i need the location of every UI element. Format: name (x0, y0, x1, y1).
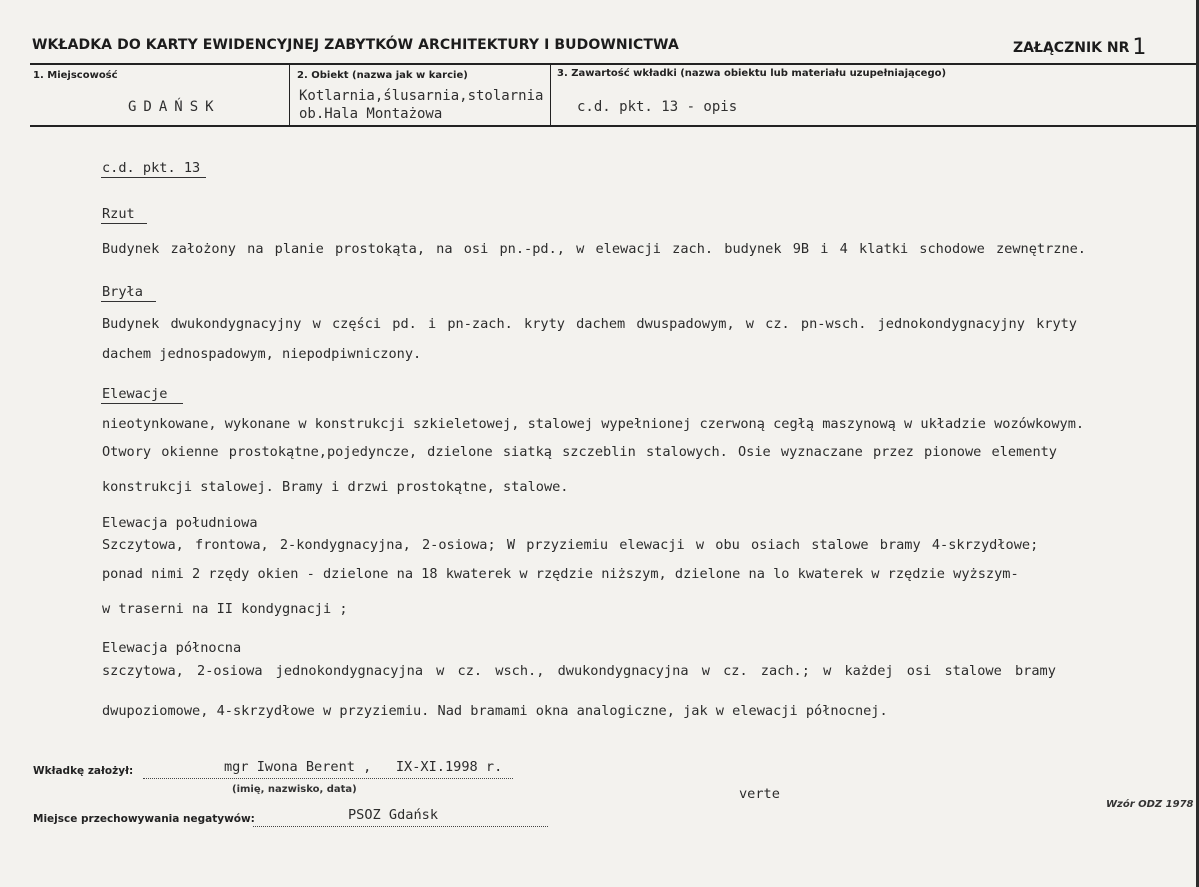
author-dotted-line (143, 778, 513, 779)
elewacja-polnocna-line-1: szczytowa, 2-osiowa jednokondygnacyjna w cz. wsch., dwukondygnacyjna w cz. zach.; w każdej osi stalowe bramy (102, 663, 1056, 679)
author-hint: (imię, nazwisko, data) (232, 784, 357, 795)
elewacja-polnocna-heading: Elewacja północna (102, 640, 242, 656)
field-3-value: c.d. pkt. 13 - opis (577, 99, 738, 115)
bryla-line-2: dachem jednospadowym, niepodpiwniczony. (102, 346, 422, 362)
elewacje-line-1: nieotynkowane, wykonane w konstrukcji szkieletowej, stalowej wypełnionej czerwoną cegłą maszynową w układzie wozówkowym. (102, 416, 1085, 432)
fields-bottom-rule (30, 125, 1196, 127)
elewacja-polnocna-line-2: dwupoziomowe, 4-skrzydłowe w przyziemiu. Nad bramami okna analogiczne, jak w elewacji północnej. (102, 703, 888, 719)
elewacja-poludniowa-line-3: w traserni na II kondygnacji ; (102, 601, 348, 617)
rzut-underline (101, 223, 147, 224)
bryla-heading: Bryła (102, 284, 143, 300)
elewacja-poludniowa-line-2: ponad nimi 2 rzędy okien - dzielone na 18 kwaterek w rzędzie niższym, dzielone na lo kwaterek w rzędzie wyższym- (102, 566, 1019, 582)
cd-underline (101, 177, 206, 178)
elewacja-poludniowa-heading: Elewacja południowa (102, 515, 258, 531)
attachment-label: ZAŁĄCZNIK NR (1013, 40, 1130, 56)
elewacje-heading: Elewacje (102, 386, 168, 402)
storage-label: Miejsce przechowywania negatywów: (33, 813, 255, 825)
field-2-value-line1: Kotlarnia,ślusarnia,stolarnia (299, 88, 544, 104)
field-2-value-line2: ob.Hala Montażowa (299, 106, 443, 122)
rzut-heading: Rzut (102, 206, 135, 222)
storage-dotted-line (253, 826, 548, 827)
cd-heading: c.d. pkt. 13 (102, 160, 201, 176)
attachment-number-value: 1 (1132, 35, 1147, 60)
storage-value: PSOZ Gdańsk (348, 807, 439, 823)
header-rule (30, 63, 1196, 65)
rzut-text: Budynek założony na planie prostokąta, na osi pn.-pd., w elewacji zach. budynek 9B i 4 klatki schodowe zewnętrzne. (102, 241, 1086, 257)
bryla-underline (101, 301, 156, 302)
attachment-number (1013, 33, 1146, 58)
elewacja-poludniowa-line-1: Szczytowa, frontowa, 2-kondygnacyjna, 2-osiowa; W przyziemiu elewacji w obu osiach stalowe bramy 4-skrzydłowe; (102, 537, 1039, 553)
field-divider-2 (550, 65, 551, 125)
field-1-value: GDAŃSK (128, 99, 221, 115)
field-divider-1 (289, 65, 290, 125)
field-1-label: 1. Miejscowość (33, 70, 118, 81)
field-3-label: 3. Zawartość wkładki (nazwa obiektu lub materiału uzupełniającego) (557, 68, 947, 79)
card-title: WKŁADKA DO KARTY EWIDENCYJNEJ ZABYTKÓW ARCHITEKTURY I BUDOWNICTWA (32, 37, 679, 53)
form-pattern: Wzór ODZ 1978 (1106, 799, 1194, 810)
bryla-line-1: Budynek dwukondygnacyjny w części pd. i pn-zach. kryty dachem dwuspadowym, w cz. pn-wsch. jednokondygnacyjny kryty (102, 316, 1077, 332)
field-2-label: 2. Obiekt (nazwa jak w karcie) (297, 70, 468, 81)
elewacje-line-3: konstrukcji stalowej. Bramy i drzwi prostokątne, stalowe. (102, 479, 569, 495)
elewacje-underline (101, 403, 183, 404)
verte-note: verte (739, 786, 780, 802)
author-label: Wkładkę założył: (33, 765, 134, 777)
author-value: mgr Iwona Berent , IX-XI.1998 r. (224, 759, 503, 775)
elewacje-line-2: Otwory okienne prostokątne,pojedyncze, dzielone siatką szczeblin stalowych. Osie wyznaczane przez pionowe elementy (102, 444, 1057, 460)
